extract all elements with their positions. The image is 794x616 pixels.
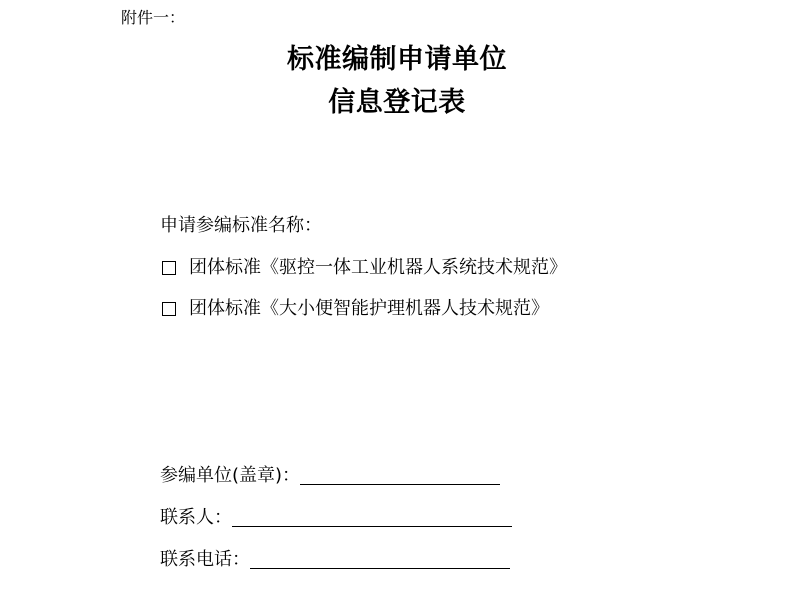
phone-input-line[interactable]	[250, 548, 510, 569]
phone-field	[160, 546, 510, 572]
standard-option-drive-control-robot[interactable]	[160, 256, 567, 280]
standard-option-label: 团体标准《大小便智能护理机器人技术规范》	[189, 298, 549, 319]
phone-field-label: 联系电话：	[160, 549, 250, 570]
contact-field	[160, 504, 512, 530]
standard-name-label: 申请参编标准名称：	[160, 215, 322, 236]
contact-input-line[interactable]	[232, 506, 512, 527]
checkbox-icon[interactable]	[162, 302, 176, 316]
unit-field	[160, 462, 500, 488]
contact-field-label: 联系人：	[160, 507, 232, 528]
standard-option-label: 团体标准《驱控一体工业机器人系统技术规范》	[189, 257, 567, 278]
form-title-line-2: 信息登记表	[328, 87, 466, 118]
unit-input-line[interactable]	[300, 464, 500, 485]
unit-field-label: 参编单位(盖章)：	[160, 465, 301, 486]
standard-option-excretion-care-robot[interactable]	[160, 297, 549, 321]
form-title-line-1: 标准编制申请单位	[287, 44, 507, 75]
attachment-label: 附件一：	[121, 8, 186, 27]
checkbox-icon[interactable]	[162, 261, 176, 275]
